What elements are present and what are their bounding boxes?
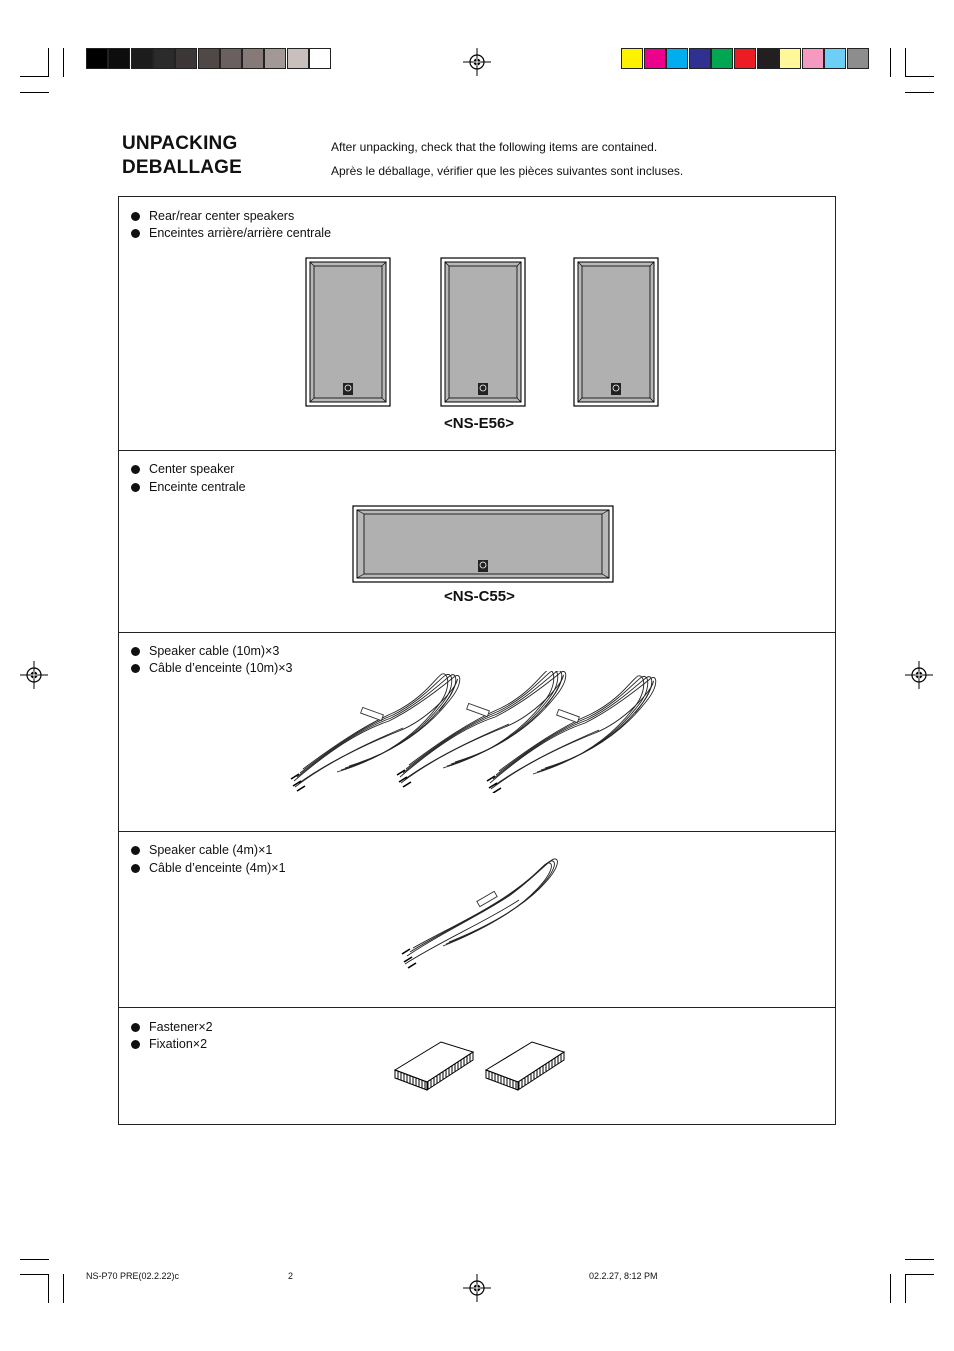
- list-item: [131, 1037, 207, 1051]
- bullet-icon: [131, 1023, 140, 1032]
- item-section-fasteners: [119, 1007, 835, 1124]
- intro-text-english: After unpacking, check that the following items are contained.: [331, 140, 658, 154]
- page-title-english: UNPACKING: [122, 133, 238, 154]
- color-swatch: [757, 48, 779, 69]
- fasteners-illustration: [391, 1038, 571, 1100]
- gray-swatch: [220, 48, 242, 69]
- list-item: [131, 209, 294, 223]
- list-item: [131, 226, 331, 240]
- color-swatch: [644, 48, 666, 69]
- gray-swatch: [198, 48, 220, 69]
- gray-swatch: [86, 48, 108, 69]
- item-label-french: Câble d’enceinte (10m)×3: [149, 661, 293, 675]
- item-label-english: Rear/rear center speakers: [149, 209, 295, 223]
- color-swatch: [779, 48, 801, 69]
- center-speaker-illustration: [352, 505, 616, 585]
- item-label-french: Enceintes arrière/arrière centrale: [149, 226, 332, 240]
- color-swatch: [824, 48, 846, 69]
- color-swatch: [802, 48, 824, 69]
- gray-swatch: [108, 48, 130, 69]
- color-swatch: [711, 48, 733, 69]
- registration-mark-icon: [20, 661, 48, 689]
- bullet-icon: [131, 647, 140, 656]
- list-item: [131, 1020, 213, 1034]
- gray-swatch: [153, 48, 175, 69]
- item-label-english: Fastener×2: [149, 1020, 213, 1034]
- list-item: [131, 861, 286, 875]
- bullet-icon: [131, 229, 140, 238]
- item-label-english: Speaker cable (10m)×3: [149, 644, 280, 658]
- item-label-french: Fixation×2: [149, 1037, 208, 1051]
- model-label-ns-e56: <NS-E56>: [444, 415, 515, 432]
- color-swatch: [847, 48, 869, 69]
- color-swatch: [666, 48, 688, 69]
- item-section-long-cables: [119, 632, 835, 831]
- model-label-ns-c55: <NS-C55>: [444, 588, 515, 605]
- gray-swatch: [175, 48, 197, 69]
- footer-filename: NS-P70 PRE(02.2.22)c: [86, 1271, 180, 1281]
- short-cable-illustration: [399, 856, 565, 976]
- registration-mark-icon: [463, 1274, 491, 1302]
- color-swatch: [621, 48, 643, 69]
- bullet-icon: [131, 846, 140, 855]
- footer-page-number: 2: [288, 1271, 294, 1281]
- list-item: [131, 644, 279, 658]
- bullet-icon: [131, 664, 140, 673]
- item-section-short-cable: [119, 831, 835, 1007]
- bullet-icon: [131, 864, 140, 873]
- bullet-icon: [131, 212, 140, 221]
- color-swatch: [689, 48, 711, 69]
- bullet-icon: [131, 465, 140, 474]
- registration-mark-icon: [463, 48, 491, 76]
- bullet-icon: [131, 483, 140, 492]
- package-contents-box: [118, 196, 836, 1125]
- gray-swatch: [264, 48, 286, 69]
- item-label-english: Center speaker: [149, 462, 235, 476]
- rear-speakers-illustration: [305, 257, 661, 409]
- registration-mark-icon: [905, 661, 933, 689]
- footer-timestamp: 02.2.27, 8:12 PM: [589, 1271, 658, 1281]
- long-cables-illustration: [289, 671, 669, 793]
- item-section-center-speaker: [119, 450, 835, 632]
- gray-swatch: [309, 48, 331, 69]
- bullet-icon: [131, 1040, 140, 1049]
- intro-text-french: Après le déballage, vérifier que les pièces suivantes sont incluses.: [331, 164, 684, 178]
- page-title-french: DEBALLAGE: [122, 157, 243, 178]
- gray-swatch: [287, 48, 309, 69]
- gray-swatch: [242, 48, 264, 69]
- color-swatch: [734, 48, 756, 69]
- list-item: [131, 843, 272, 857]
- item-label-french: Enceinte centrale: [149, 480, 246, 494]
- list-item: [131, 462, 234, 476]
- list-item: [131, 661, 293, 675]
- gray-swatch: [131, 48, 153, 69]
- item-label-english: Speaker cable (4m)×1: [149, 843, 273, 857]
- list-item: [131, 480, 246, 494]
- item-section-rear-speakers: [119, 197, 835, 450]
- item-label-french: Câble d’enceinte (4m)×1: [149, 861, 286, 875]
